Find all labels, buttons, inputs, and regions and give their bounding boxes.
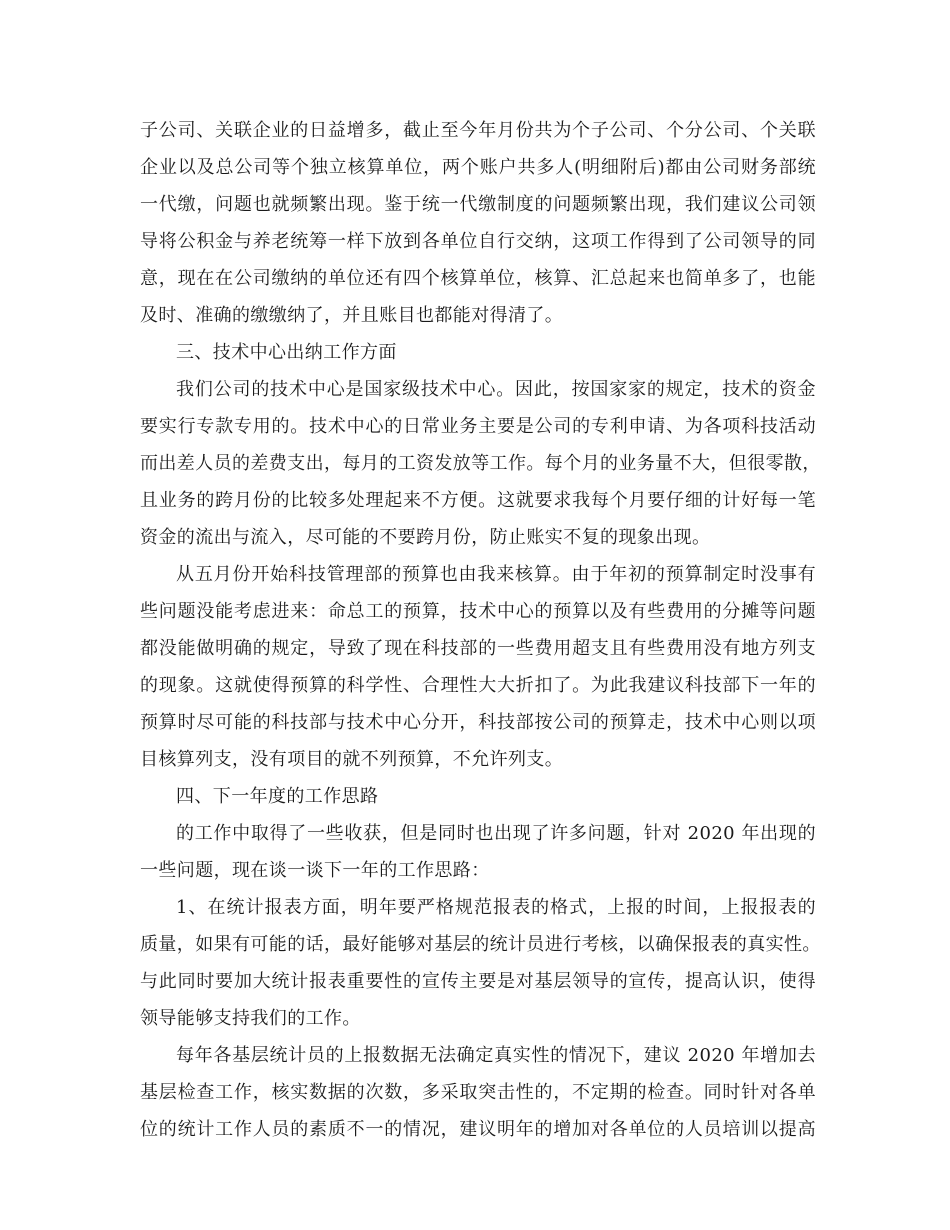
- text-line: 与此同时要加大统计报表重要性的宣传主要是对基层领导的宣传，提高认识，使得: [140, 971, 816, 992]
- text-line: 意，现在在公司缴纳的单位还有四个核算单位，核算、汇总起来也简单多了，也能: [140, 268, 816, 289]
- text-line: 子公司、关联企业的日益增多，截止至今年月份共为个子公司、个分公司、个关联: [140, 120, 816, 141]
- text-line: 一些问题，现在谈一谈下一年的工作思路：: [140, 860, 490, 881]
- text-line: 我们公司的技术中心是国家级技术中心。因此，按国家家的规定，技术的资金: [176, 379, 816, 400]
- text-line: 目核算列支，没有项目的就不列预算，不允许列支。: [140, 749, 564, 770]
- text-line: 要实行专款专用的。技术中心的日常业务主要是公司的专利申请、为各项科技活动: [140, 416, 816, 437]
- document-body: [140, 112, 821, 1148]
- text-line: 且业务的跨月份的比较多处理起来不方便。这就要求我每个月要仔细的计好每一笔: [140, 490, 816, 511]
- text-line: 从五月份开始科技管理部的预算也由我来核算。由于年初的预算制定时没事有: [176, 564, 816, 585]
- text-line: 领导能够支持我们的工作。: [140, 1008, 361, 1029]
- text-line: 一代缴，问题也就频繁出现。鉴于统一代缴制度的问题频繁出现，我们建议公司领: [140, 194, 816, 215]
- section-heading: 四、下一年度的工作思路: [176, 786, 379, 807]
- section-heading: 三、技术中心出纳工作方面: [176, 342, 397, 363]
- text-line: 的现象。这就使得预算的科学性、合理性大大折扣了。为此我建议科技部下一年的: [140, 675, 816, 696]
- text-line: 位的统计工作人员的素质不一的情况，建议明年的增加对各单位的人员培训以提高: [140, 1119, 816, 1140]
- text-line: 导将公积金与养老统筹一样下放到各单位自行交纳，这项工作得到了公司领导的同: [140, 231, 816, 252]
- text-line: 都没能做明确的规定，导致了现在科技部的一些费用超支且有些费用没有地方列支: [140, 638, 816, 659]
- text-line: 1、在统计报表方面，明年要严格规范报表的格式，上报的时间，上报报表的: [176, 897, 816, 918]
- text-line: 质量，如果有可能的话，最好能够对基层的统计员进行考核，以确保报表的真实性。: [140, 934, 821, 955]
- text-line: 些问题没能考虑进来：命总工的预算，技术中心的预算以及有些费用的分摊等问题: [140, 601, 816, 622]
- text-line: 资金的流出与流入，尽可能的不要跨月份，防止账实不复的现象出现。: [140, 527, 711, 548]
- text-line: 的工作中取得了一些收获，但是同时也出现了许多问题，针对 2020 年出现的: [176, 823, 816, 844]
- text-line: 企业以及总公司等个独立核算单位，两个账户共多人(明细附后)都由公司财务部统: [140, 157, 816, 178]
- text-line: 预算时尽可能的科技部与技术中心分开，科技部按公司的预算走，技术中心则以项: [140, 712, 816, 733]
- text-line: 及时、准确的缴缴纳了，并且账目也都能对得清了。: [140, 305, 564, 326]
- text-line: 而出差人员的差费支出，每月的工资发放等工作。每个月的业务量不大，但很零散，: [140, 453, 821, 474]
- text-line: 基层检查工作，核实数据的次数，多采取突击性的，不定期的检查。同时针对各单: [140, 1082, 816, 1103]
- text-line: 每年各基层统计员的上报数据无法确定真实性的情况下，建议 2020 年增加去: [176, 1045, 816, 1066]
